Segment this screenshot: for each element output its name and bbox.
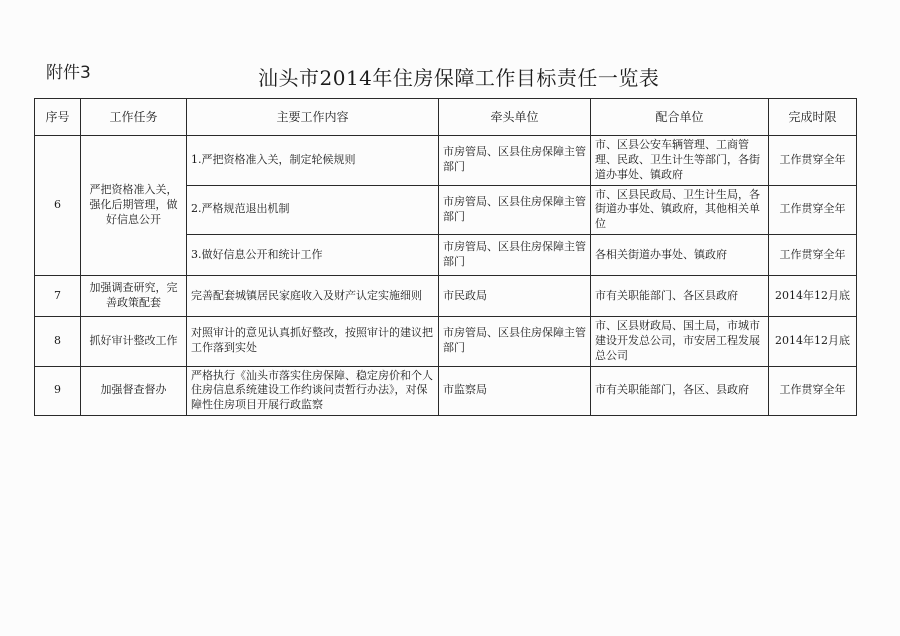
row-content: 对照审计的意见认真抓好整改，按照审计的建议把工作落到实处	[187, 317, 439, 367]
row-lead: 市监察局	[439, 366, 591, 416]
row-task: 加强督查督办	[81, 366, 187, 416]
row-time: 工作贯穿全年	[769, 366, 857, 416]
header-time: 完成时限	[769, 99, 857, 136]
row-task: 加强调查研究，完善政策配套	[81, 276, 187, 317]
row-coop: 市、区县财政局、国土局，市城市建设开发总公司，市安居工程发展总公司	[591, 317, 769, 367]
header-lead: 牵头单位	[439, 99, 591, 136]
row-lead: 市民政局	[439, 276, 591, 317]
row-lead: 市房管局、区县住房保障主管部门	[439, 235, 591, 276]
row-num: 7	[35, 276, 81, 317]
row-task: 抓好审计整改工作	[81, 317, 187, 367]
table-header-row	[35, 99, 857, 136]
row-time: 2014年12月底	[769, 276, 857, 317]
row-content: 完善配套城镇居民家庭收入及财产认定实施细则	[187, 276, 439, 317]
row-num: 8	[35, 317, 81, 367]
row-coop: 市有关职能部门，各区、县政府	[591, 366, 769, 416]
row-time: 工作贯穿全年	[769, 136, 857, 186]
row-num: 9	[35, 366, 81, 416]
attachment-label: 附件3	[46, 63, 91, 83]
header-content: 主要工作内容	[187, 99, 439, 136]
table-row	[35, 136, 857, 186]
table-row	[35, 317, 857, 367]
row-lead: 市房管局、区县住房保障主管部门	[439, 185, 591, 235]
table-row	[35, 366, 857, 416]
row-coop: 市、区县民政局、卫生计生局，各街道办事处、镇政府，其他相关单位	[591, 185, 769, 235]
row-num: 6	[35, 136, 81, 276]
document-title: 汕头市2014年住房保障工作目标责任一览表	[258, 66, 660, 90]
row-task: 严把资格准入关，强化后期管理，做好信息公开	[81, 136, 187, 276]
row-time: 工作贯穿全年	[769, 185, 857, 235]
row-lead: 市房管局、区县住房保障主管部门	[439, 317, 591, 367]
row-coop: 市有关职能部门、各区县政府	[591, 276, 769, 317]
row-coop: 市、区县公安车辆管理、工商管理、民政、卫生计生等部门，各街道办事处、镇政府	[591, 136, 769, 186]
row-time: 2014年12月底	[769, 317, 857, 367]
row-time: 工作贯穿全年	[769, 235, 857, 276]
row-content: 严格执行《汕头市落实住房保障、稳定房价和个人住房信息系统建设工作约谈问责暂行办法》，对保障性住房项目开展行政监察	[187, 366, 439, 416]
row-coop: 各相关街道办事处、镇政府	[591, 235, 769, 276]
row-content: 3.做好信息公开和统计工作	[187, 235, 439, 276]
table-row	[35, 276, 857, 317]
header-coop: 配合单位	[591, 99, 769, 136]
header-task: 工作任务	[81, 99, 187, 136]
header-num: 序号	[35, 99, 81, 136]
row-content: 2.严格规范退出机制	[187, 185, 439, 235]
row-content: 1.严把资格准入关，制定轮候规则	[187, 136, 439, 186]
responsibility-table	[34, 98, 857, 416]
row-lead: 市房管局、区县住房保障主管部门	[439, 136, 591, 186]
